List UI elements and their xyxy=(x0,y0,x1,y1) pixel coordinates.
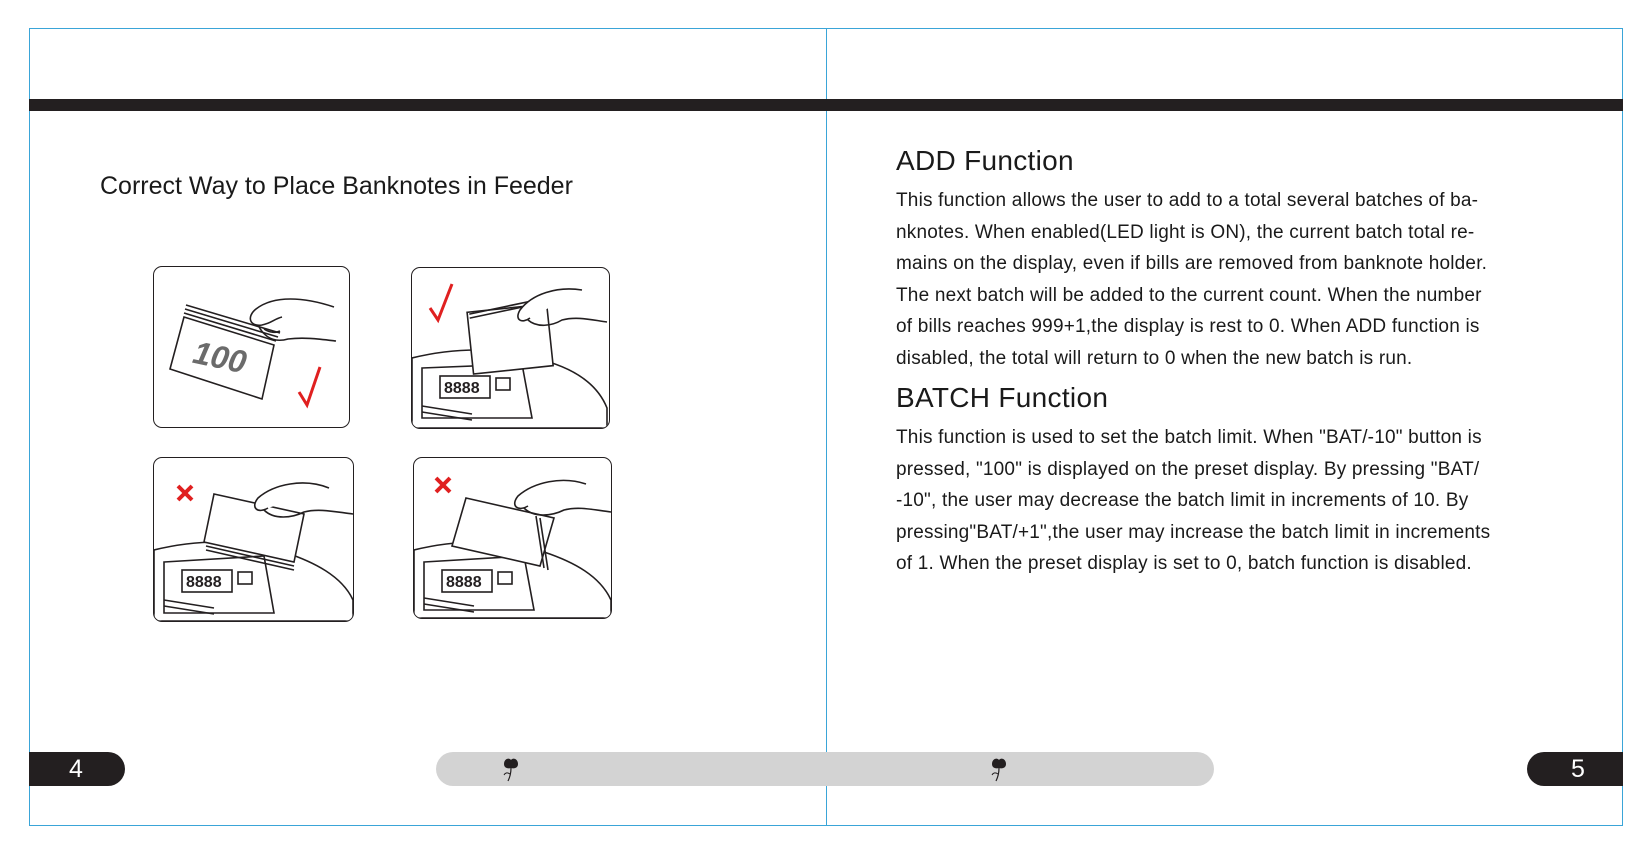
header-bar xyxy=(29,99,1623,111)
page-number-right: 5 xyxy=(1527,752,1623,786)
illustration-feeder-wrong-1 xyxy=(153,457,354,622)
note-label: 100 xyxy=(189,333,250,381)
body-line: This function allows the user to add to a total several batches of ba- xyxy=(896,190,1479,211)
rose-icon xyxy=(988,756,1010,782)
body-line: disabled, the total will return to 0 when the new batch is run. xyxy=(896,347,1413,369)
left-page-title: Correct Way to Place Banknotes in Feeder xyxy=(100,172,573,200)
add-function-title: ADD Function xyxy=(896,145,1074,176)
body-line: The next batch will be added to the current count. When the number xyxy=(896,284,1482,306)
footer-pill xyxy=(436,752,1214,786)
cross-mark-icon xyxy=(178,486,192,500)
body-line: nknotes. When enabled(LED light is ON), the current batch total re- xyxy=(896,221,1475,243)
check-mark-icon xyxy=(430,284,452,320)
batch-function-body xyxy=(896,422,1576,580)
body-line: pressed, "100" is displayed on the preset display. By pressing "BAT/ xyxy=(896,458,1480,480)
body-line: pressing"BAT/+1",the user may increase the batch limit in increments xyxy=(896,521,1491,543)
svg-text:8888: 8888 xyxy=(444,380,480,397)
svg-text:8888: 8888 xyxy=(186,574,222,591)
body-line: This function is used to set the batch limit. When "BAT/-10" button is xyxy=(896,427,1482,448)
body-line: -10", the user may decrease the batch limit in increments of 10. By xyxy=(896,490,1469,511)
body-line: of bills reaches 999+1,the display is rest to 0. When ADD function is xyxy=(896,316,1480,337)
cross-mark-icon xyxy=(436,478,450,492)
body-line: of 1. When the preset display is set to 0, batch function is disabled. xyxy=(896,553,1472,574)
batch-function-title: BATCH Function xyxy=(896,382,1109,413)
illustration-feeder-correct xyxy=(411,267,610,429)
add-function-body xyxy=(896,185,1576,374)
page-number-left: 4 xyxy=(29,752,125,786)
check-mark-icon xyxy=(299,367,320,405)
svg-text:8888: 8888 xyxy=(446,574,482,591)
page-fold-line xyxy=(826,28,827,826)
illustration-feeder-wrong-2 xyxy=(413,457,612,619)
right-page-content xyxy=(896,145,1576,588)
body-line: mains on the display, even if bills are removed from banknote holder. xyxy=(896,253,1488,274)
rose-icon xyxy=(500,756,522,782)
illustration-hand-holding-notes xyxy=(153,266,350,428)
